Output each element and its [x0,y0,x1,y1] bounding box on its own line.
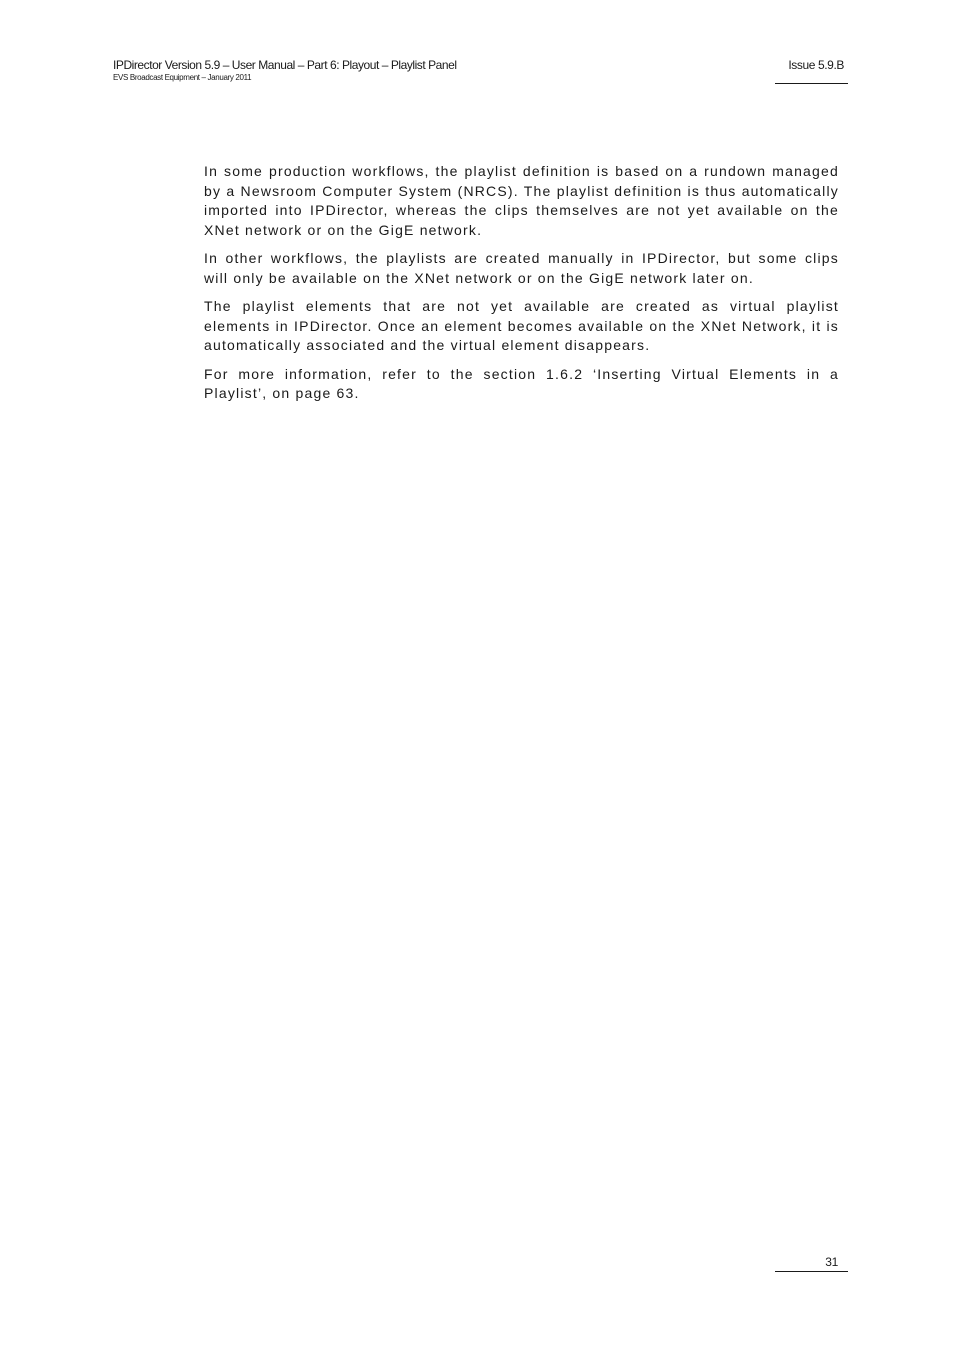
paragraph: The playlist elements that are not yet available are created as virtual playlist elements in IPDirector. Once an element becomes available on the XNet Network, it is automatically associated and the virtual element disappears. [204,298,839,353]
paragraph: In some production workflows, the playlist definition is based on a rundown managed by a Newsroom Computer System (NRCS). The playlist definition is thus automatically imported into IPDirector, whereas the clips themselves are not yet available on the XNet network or on the GigE network. [204,163,839,238]
document-title: IPDirector Version 5.9 – User Manual – Part 6: Playout – Playlist Panel [113,58,457,72]
paragraph: In other workflows, the playlists are created manually in IPDirector, but some clips will only be available on the XNet network or on the GigE network later on. [204,250,839,286]
document-subtitle: EVS Broadcast Equipment – January 2011 [113,73,252,82]
issue-label: Issue 5.9.B [788,58,844,72]
header-left [113,58,457,83]
header-divider [775,83,848,84]
body-content [204,162,839,413]
footer-divider [775,1271,848,1272]
page-number: 31 [825,1255,838,1269]
paragraph: For more information, refer to the section 1.6.2 ‘Inserting Virtual Elements in a Playlist’, on page 63. [204,365,839,401]
header-right [775,58,848,72]
